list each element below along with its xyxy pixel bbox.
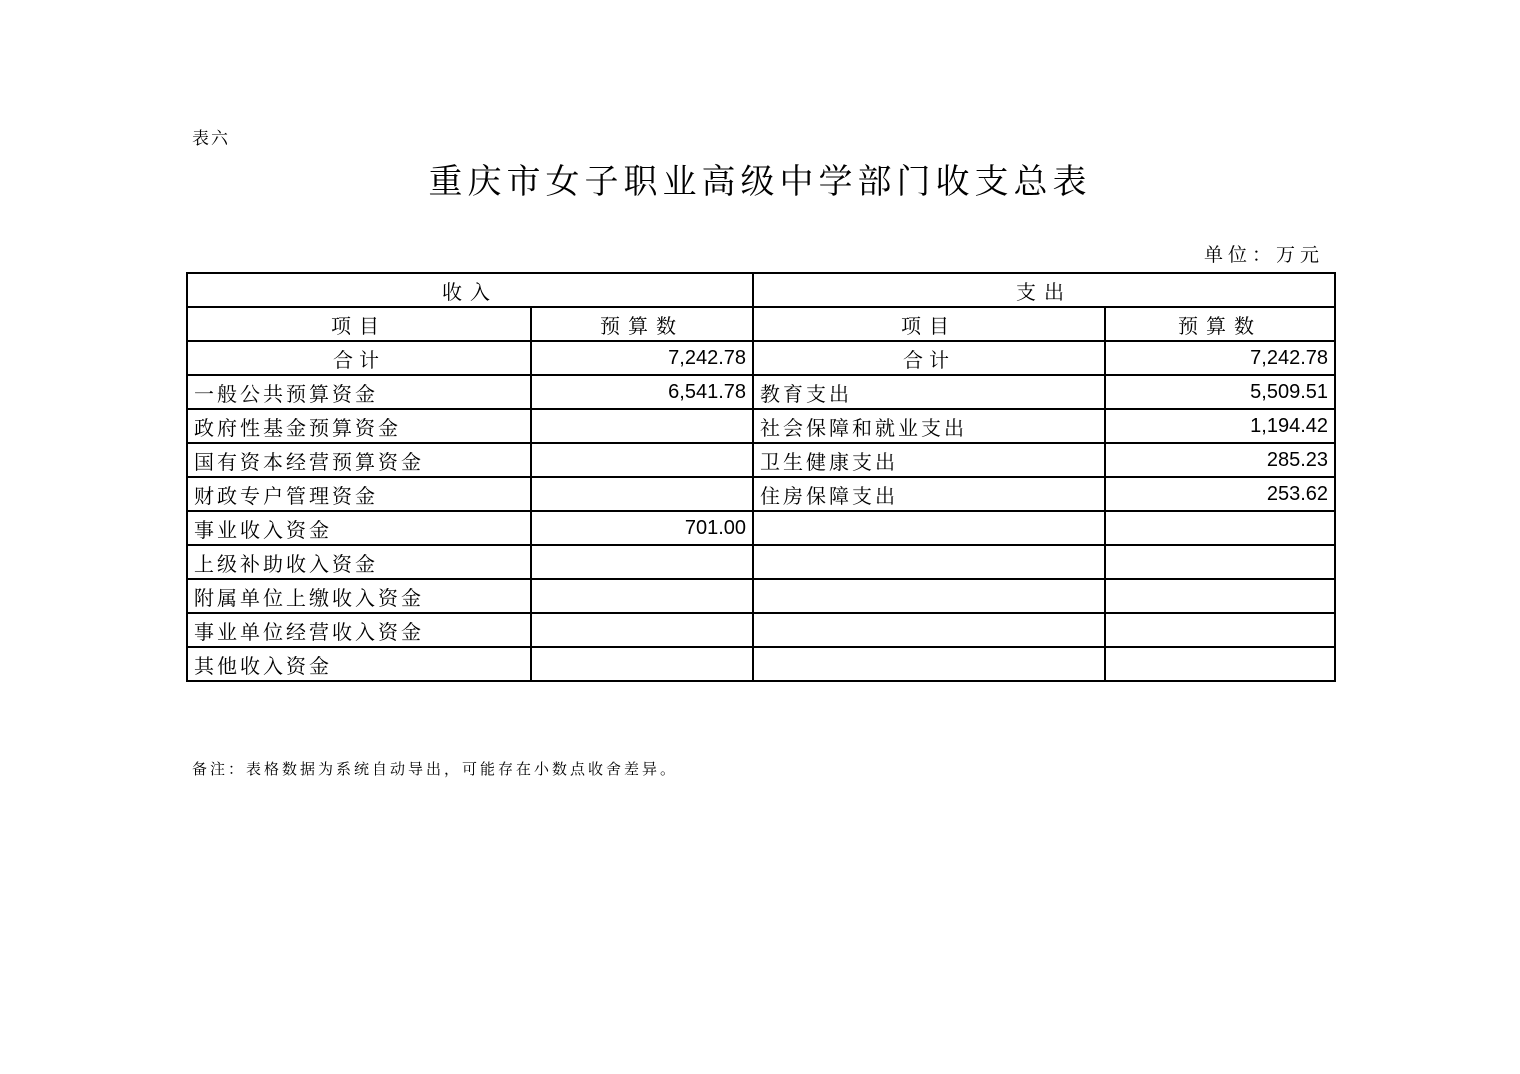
expense-value: 285.23 xyxy=(1105,443,1335,477)
table-row xyxy=(187,545,1335,579)
unit-label: 单位：万元 xyxy=(1203,244,1324,266)
income-item: 政府性基金预算资金 xyxy=(187,409,531,443)
income-value xyxy=(531,477,753,511)
income-total-label: 合计 xyxy=(187,341,531,375)
income-item: 事业收入资金 xyxy=(187,511,531,545)
expense-value: 5,509.51 xyxy=(1105,375,1335,409)
income-value xyxy=(531,545,753,579)
expense-item xyxy=(753,545,1105,579)
table-row xyxy=(187,511,1335,545)
income-item: 财政专户管理资金 xyxy=(187,477,531,511)
income-item: 上级补助收入资金 xyxy=(187,545,531,579)
expense-section-header: 支出 xyxy=(753,273,1335,307)
income-value xyxy=(531,579,753,613)
income-value: 6,541.78 xyxy=(531,375,753,409)
total-row xyxy=(187,341,1335,375)
expense-item xyxy=(753,511,1105,545)
expense-value: 1,194.42 xyxy=(1105,409,1335,443)
table-row xyxy=(187,375,1335,409)
income-item: 附属单位上缴收入资金 xyxy=(187,579,531,613)
budget-summary-table xyxy=(186,272,1336,682)
expense-item xyxy=(753,579,1105,613)
section-header-row xyxy=(187,273,1335,307)
income-item: 一般公共预算资金 xyxy=(187,375,531,409)
income-total-value: 7,242.78 xyxy=(531,341,753,375)
table-row xyxy=(187,579,1335,613)
document-title: 重庆市女子职业高级中学部门收支总表 xyxy=(428,162,1092,202)
table-row xyxy=(187,647,1335,681)
expense-value: 253.62 xyxy=(1105,477,1335,511)
income-item: 其他收入资金 xyxy=(187,647,531,681)
table-row xyxy=(187,613,1335,647)
expense-total-value: 7,242.78 xyxy=(1105,341,1335,375)
expense-value xyxy=(1105,511,1335,545)
expense-item: 教育支出 xyxy=(753,375,1105,409)
footnote: 备注：表格数据为系统自动导出，可能存在小数点收舍差异。 xyxy=(192,760,679,778)
expense-value xyxy=(1105,579,1335,613)
income-value xyxy=(531,409,753,443)
income-value xyxy=(531,443,753,477)
income-budget-header: 预算数 xyxy=(531,307,753,341)
expense-item xyxy=(753,613,1105,647)
expense-total-label: 合计 xyxy=(753,341,1105,375)
expense-item: 住房保障支出 xyxy=(753,477,1105,511)
expense-value xyxy=(1105,545,1335,579)
income-value xyxy=(531,613,753,647)
income-item-header: 项目 xyxy=(187,307,531,341)
table-row xyxy=(187,443,1335,477)
income-value: 701.00 xyxy=(531,511,753,545)
expense-item: 卫生健康支出 xyxy=(753,443,1105,477)
expense-item: 社会保障和就业支出 xyxy=(753,409,1105,443)
expense-budget-header: 预算数 xyxy=(1105,307,1335,341)
table-row xyxy=(187,409,1335,443)
income-value xyxy=(531,647,753,681)
expense-value xyxy=(1105,613,1335,647)
table-number-label: 表六 xyxy=(192,129,230,149)
expense-value xyxy=(1105,647,1335,681)
income-item: 事业单位经营收入资金 xyxy=(187,613,531,647)
column-header-row xyxy=(187,307,1335,341)
table-row xyxy=(187,477,1335,511)
expense-item xyxy=(753,647,1105,681)
income-section-header: 收入 xyxy=(187,273,753,307)
expense-item-header: 项目 xyxy=(753,307,1105,341)
income-item: 国有资本经营预算资金 xyxy=(187,443,531,477)
